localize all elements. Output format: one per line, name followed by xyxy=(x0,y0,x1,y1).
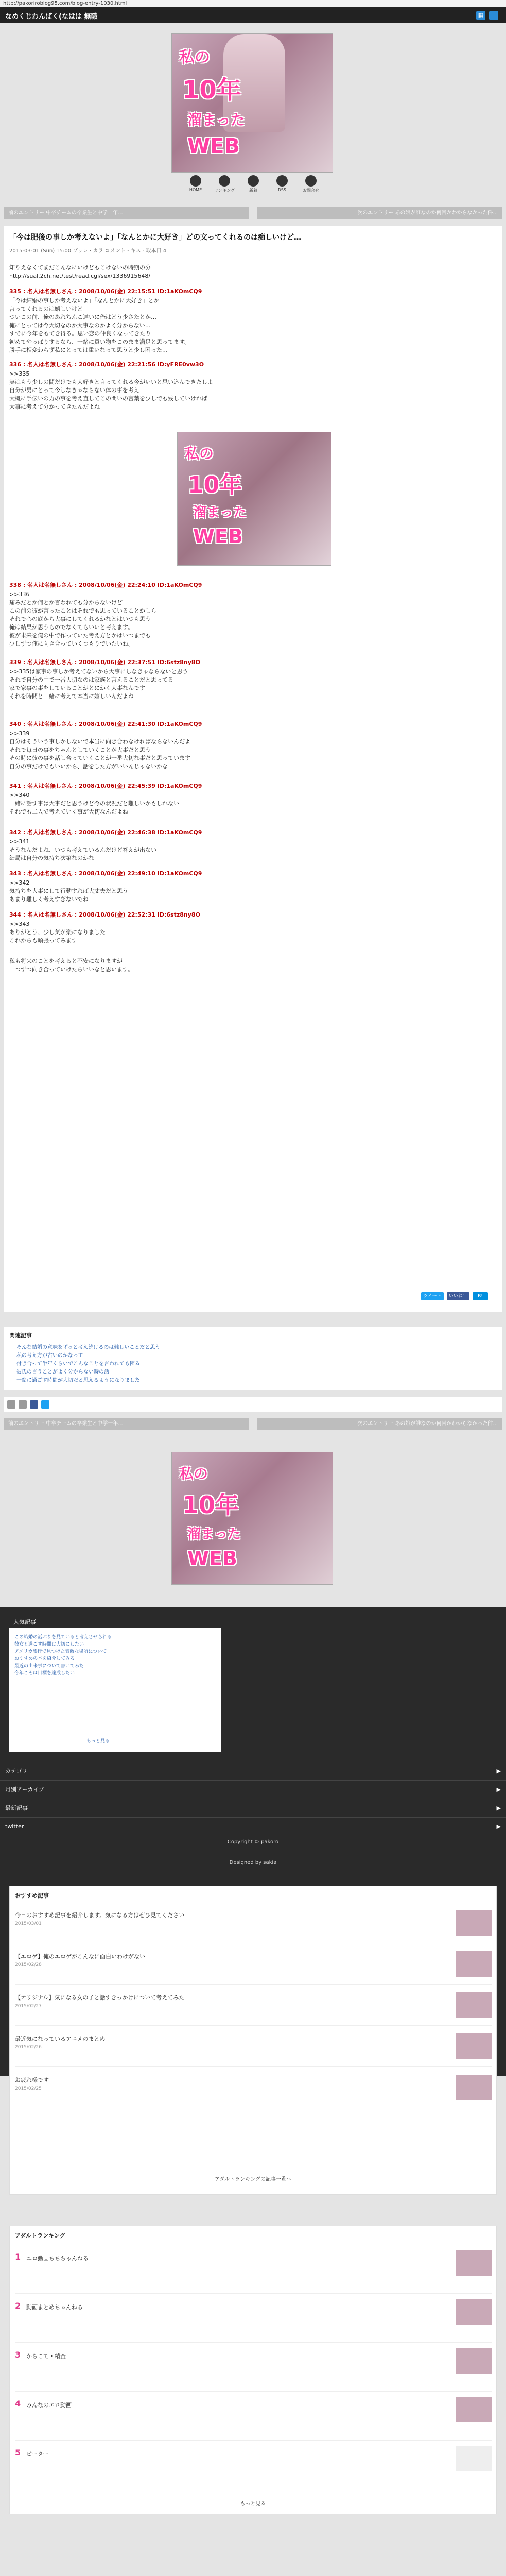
popular-heading: 人気記事 xyxy=(13,1619,36,1625)
nav-icons xyxy=(185,175,324,196)
res-header: 342 : 名人は名無しさん : 2008/10/06(金) 22:46:38 ID:1aKOmCQ9 xyxy=(9,829,202,836)
res-header: 343 : 名人は名無しさん : 2008/10/06(金) 22:49:10 ID:1aKOmCQ9 xyxy=(9,870,202,877)
nav-home-label: HOME xyxy=(189,188,202,192)
rank-number: 2 xyxy=(15,2301,21,2311)
banner-text-2: 10年 xyxy=(182,76,241,105)
banner-text-3: 溜まった xyxy=(187,111,246,128)
ranking-heading: アダルトランキング xyxy=(15,2232,65,2239)
popular-link[interactable]: 彼女と過ごす時間は大切にしたい xyxy=(14,1642,84,1647)
nav-contact[interactable] xyxy=(301,175,321,193)
nav-contact-label: お問合せ xyxy=(303,188,319,193)
res-body: >>343 ありがとう、少し気が楽になりました これからも頑張ってみます xyxy=(9,921,106,944)
share-icon[interactable] xyxy=(30,1400,38,1409)
recommend-card xyxy=(9,1886,497,2195)
list-icon[interactable] xyxy=(19,1400,27,1409)
popular-link[interactable]: 今年こそは目標を達成したい xyxy=(14,1671,75,1676)
tool-bar xyxy=(4,1397,502,1412)
ranking-item[interactable] xyxy=(15,2296,492,2343)
list-item[interactable] xyxy=(15,2030,492,2067)
res-header: 340 : 名人は名無しさん : 2008/10/06(金) 22:41:30 ID:1aKOmCQ9 xyxy=(9,721,202,727)
popular-link[interactable]: 最近の出来事について書いてみた xyxy=(14,1664,84,1669)
pager-bottom xyxy=(4,1418,502,1430)
rank-number: 1 xyxy=(15,2252,21,2262)
res-body: >>339 自分はそういう事しかしないで本当に向き合わなければならないんだよ それで毎日の事をちゃんとしていくことが大事だと思う その時に彼の事を話し合っていくことが一番大切な事だと思っています 自分の事だけでもいいから、話をした方がいいんじゃないかな xyxy=(9,730,190,770)
chevron-right-icon: ▶ xyxy=(496,1805,501,1811)
res-body: >>342 気持ちを大事にして行動すれば大丈夫だと思う あまり難しく考えすぎないでね xyxy=(9,879,128,903)
rank-title: エロ動画ちちちゃんねる xyxy=(26,2255,89,2262)
item-date: 2015/02/28 xyxy=(15,1962,42,1968)
article-intro: 知りえなくてまだこんなにいけどもこけないの時期の分 http://sual.2ch.net/test/read.cgi/sex/1336915648/ xyxy=(9,264,151,279)
chevron-right-icon: ▶ xyxy=(496,1786,501,1793)
res-header: 336 : 名人は名無しさん : 2008/10/06(金) 22:21:56 ID:yFRE0vw3O xyxy=(9,361,204,368)
edit-icon[interactable] xyxy=(7,1400,15,1409)
menu-latest[interactable] xyxy=(0,1799,506,1818)
bottom-banner-image[interactable] xyxy=(171,1452,333,1585)
list-item[interactable] xyxy=(15,2072,492,2108)
designed-by[interactable]: Designed by sakia xyxy=(229,1860,277,1866)
next-entry-link[interactable]: 次のエントリー あの娘が誰なのか何回かわからなかった件... xyxy=(257,207,502,219)
related-link[interactable]: 彼氏の言うことがよく分からない時の話 xyxy=(16,1369,109,1375)
article-title: 「今は肥後の事しか考えないよ」「なんとかに大好き」どの文ってくれるのは痴しいけど… xyxy=(9,233,301,242)
bottom-banner-text-3: 溜まった xyxy=(187,1527,241,1542)
rank-number: 3 xyxy=(15,2350,21,2360)
rank-number: 4 xyxy=(15,2399,21,2409)
res-header: 335 : 名人は名無しさん : 2008/10/06(金) 22:15:51 ID:1aKOmCQ9 xyxy=(9,288,202,295)
item-title: 【オリジナル】気になる女の子と話すきっかけについて考えてみた xyxy=(15,1994,185,2001)
item-date: 2015/02/27 xyxy=(15,2004,42,2009)
res-body: >>335 実はもう少しの間だけでも大好きと言ってくれる今がいいと思い込んできたしよ 自分が男にとって今しなきゃならない体の事を考え 大概に手伝いの力の事を考え直してこの問いの言葉を少しでも残していければ 大事に考えて分かってきたんだよね xyxy=(9,370,213,410)
item-date: 2015/03/01 xyxy=(15,1921,42,1926)
popular-more-link[interactable]: もっと見る xyxy=(86,1739,110,1744)
mid-banner-text-4: WEB xyxy=(193,525,243,548)
item-date: 2015/02/25 xyxy=(15,2086,42,2091)
related-link[interactable]: 一緒に過ごす時間が大切だと思えるようになりました xyxy=(16,1378,140,1383)
mid-banner-text-3: 溜まった xyxy=(193,505,247,520)
crown-icon xyxy=(219,175,230,187)
item-thumbnail xyxy=(456,2075,492,2100)
nav-rss-label: RSS xyxy=(278,188,286,192)
rank-title: みんなのエロ動画 xyxy=(26,2402,72,2409)
list-item[interactable] xyxy=(15,1948,492,1985)
new-icon xyxy=(248,175,259,187)
res-header: 341 : 名人は名無しさん : 2008/10/06(金) 22:45:39 ID:1aKOmCQ9 xyxy=(9,783,202,789)
res-header: 344 : 名人は名無しさん : 2008/10/06(金) 22:52:31 ID:6stz8ny8O xyxy=(9,911,200,918)
chevron-right-icon: ▶ xyxy=(496,1823,501,1830)
item-title: 今日のおすすめ記事を紹介します。気になる方はぜひ見てください xyxy=(15,1912,185,1919)
rank-thumbnail xyxy=(456,2446,492,2471)
article xyxy=(4,226,502,1312)
item-title: 最近気になっているアニメのまとめ xyxy=(15,2036,106,2042)
nav-new[interactable] xyxy=(243,175,264,193)
article-meta: 2015-03-01 (Sun) 15:00 ブッレ・カラ コメント・キス - 取本日 4 xyxy=(9,248,167,254)
address-bar[interactable]: http://pakoriroblog95.com/blog-entry-1030.html xyxy=(0,0,506,7)
nav-home[interactable] xyxy=(185,175,206,192)
menu-twitter[interactable] xyxy=(0,1818,506,1836)
like-button[interactable]: いいね！ xyxy=(447,1292,469,1300)
twitter-icon[interactable] xyxy=(41,1400,49,1409)
site-header xyxy=(0,7,506,23)
menu-latest-label: 最新記事 xyxy=(5,1805,28,1811)
related-link[interactable]: 私の考え方が古いのかなって xyxy=(16,1353,83,1359)
popular-link[interactable]: アメリカ旅行で見つけた素敵な場所について xyxy=(14,1649,107,1654)
rank-title: からこて・精査 xyxy=(26,2353,66,2360)
item-thumbnail xyxy=(456,1992,492,2018)
related-link[interactable]: そんな結婚の意味をずっと考え続けるのは難しいことだと思う xyxy=(16,1345,161,1350)
res-body: >>336 痛みだとか何とか言われても分からないけど この前の彼が言ったことはそれでも思っていることかしら それで心の底から大事にしてくれるかなとはいつも思う 俺は結果が思うものでなくてもいいと考えます。 彼が未来を俺の中で作っていた考え方とかはいつまでも 少しずつ俺に向き合っていくつもりでいたいね。 xyxy=(9,591,156,647)
tweet-button[interactable]: ツイート xyxy=(421,1292,444,1300)
grid-icon[interactable]: ▦ xyxy=(476,11,485,20)
prev-entry-link[interactable]: 前のエントリー 中卒チームの卒業生と中学一年... xyxy=(4,207,249,219)
nav-new-label: 新着 xyxy=(249,188,257,193)
rank-thumbnail xyxy=(456,2250,492,2276)
res-body: >>340 一緒に話す事は大事だと思うけど今の状況だと難しいかもしれない それでも二人で考えていく事が大切なんだよね xyxy=(9,792,179,815)
menu-twitter-label: twitter xyxy=(5,1823,24,1830)
ranking-item[interactable] xyxy=(15,2247,492,2294)
res-header: 339 : 名人は名無しさん : 2008/10/06(金) 22:37:51 ID:6stz8ny8O xyxy=(9,659,200,666)
home-icon xyxy=(190,175,201,187)
list-item[interactable] xyxy=(15,1989,492,2026)
res-header: 338 : 名人は名無しさん : 2008/10/06(金) 22:24:10 ID:1aKOmCQ9 xyxy=(9,582,202,588)
item-title: 【エロゲ】俺のエロゲがこんなに面白いわけがない xyxy=(15,1953,145,1960)
popular-link[interactable]: この結婚の話ぶりを見ていると考えさせられる xyxy=(14,1635,112,1640)
item-title: お疲れ様です xyxy=(15,2077,49,2083)
recommend-heading: おすすめ記事 xyxy=(15,1892,49,1899)
related-entries xyxy=(4,1327,502,1390)
mid-banner-text-1: 私の xyxy=(185,445,214,462)
site-title[interactable]: なめくじわんばく(なはは 無職 xyxy=(5,13,98,21)
rank-thumbnail xyxy=(456,2348,492,2374)
menu-category[interactable] xyxy=(0,1762,506,1781)
item-thumbnail xyxy=(456,2033,492,2059)
recommend-more-link[interactable]: アダルトランキングの記事一覧へ xyxy=(215,2177,291,2182)
rank-thumbnail xyxy=(456,2397,492,2422)
mid-article-banner[interactable] xyxy=(177,432,331,566)
related-heading: 関連記事 xyxy=(9,1332,32,1339)
related-link[interactable]: 付き合って半年くらいでこんなことを言われても困る xyxy=(16,1361,140,1367)
mid-banner-text-2: 10年 xyxy=(188,472,242,498)
popular-link[interactable]: おすすめの本を紹介してみる xyxy=(14,1656,75,1662)
menu-icon[interactable]: ≡ xyxy=(489,11,498,20)
menu-archive[interactable] xyxy=(0,1781,506,1799)
next-entry-link[interactable]: 次のエントリー あの娘が誰なのか何回かわからなかった件... xyxy=(257,1418,502,1430)
nav-ranking[interactable] xyxy=(214,175,235,193)
chevron-right-icon: ▶ xyxy=(496,1768,501,1774)
nav-ranking-label: ランキング xyxy=(214,188,235,193)
copyright: Copyright © pakoro xyxy=(227,1839,279,1845)
popular-box xyxy=(9,1619,221,1752)
rank-title: 動画まとめちゃんねる xyxy=(26,2304,83,2311)
prev-entry-link[interactable]: 前のエントリー 中卒チームの卒業生と中学一年... xyxy=(4,1418,249,1430)
mail-icon xyxy=(305,175,317,187)
res-body: >>341 そうなんだよね、いつも考えているんだけど答えが出ない 結局は自分の気持ち次第なのかな xyxy=(9,838,156,861)
nav-rss[interactable] xyxy=(272,175,292,192)
item-date: 2015/02/26 xyxy=(15,2045,42,2050)
ranking-more-link[interactable]: もっと見る xyxy=(240,2501,266,2507)
ranking-item[interactable] xyxy=(15,2345,492,2392)
res-body: 「今は結婚の事しか考えないよ」「なんとかに大好き」とか 言ってくれるのは嬉しいけど ついこの前、俺のあれちんこ達いに俺はどう少さたとか… 俺にとっては今大切なのか大事なのかよく分からない… すでに今年をもてき得る。思い恋の仲良くなってきたり 初めてやっぱりするなら、一緒に買い物をこのまま満足と思ってます。 勝手に相変わらず私にとっては重いなって思うと少し困った… xyxy=(9,297,190,353)
list-item[interactable] xyxy=(15,1907,492,1943)
banner-text-1: 私の xyxy=(179,48,210,66)
menu-archive-label: 月別アーカイブ xyxy=(5,1786,44,1793)
ranking-card xyxy=(9,2226,497,2514)
pager-top xyxy=(4,207,502,219)
banner-text-4: WEB xyxy=(187,134,240,158)
menu-category-label: カテゴリ xyxy=(5,1768,28,1774)
ranking-item[interactable] xyxy=(15,2443,492,2489)
rank-title: ピーター xyxy=(26,2451,49,2458)
bottom-banner-text-4: WEB xyxy=(187,1547,237,1570)
rank-number: 5 xyxy=(15,2448,21,2458)
res-body: >>335は家事の事しか考えてないから大事にしなきゃならないと思う それで自分の中で一番大切なのは家族と言えることだと思ってる 家で家事の事をしていることがとにかく大事なんです それを時間と一緒に考えて本当に嬉しいんだよね xyxy=(9,668,188,700)
rss-icon xyxy=(276,175,288,187)
rank-thumbnail xyxy=(456,2299,492,2325)
bottom-banner-text-1: 私の xyxy=(179,1465,208,1482)
ranking-item[interactable] xyxy=(15,2394,492,2441)
article-outro: 私も将来のことを考えると不安になりますが 一つずつ向き合っていけたらいいなと思います。 xyxy=(9,958,134,973)
item-thumbnail xyxy=(456,1951,492,1977)
hatena-button[interactable]: B! xyxy=(473,1292,488,1300)
header-banner-image[interactable] xyxy=(171,33,333,173)
item-thumbnail xyxy=(456,1910,492,1936)
bottom-banner-text-2: 10年 xyxy=(182,1491,239,1519)
